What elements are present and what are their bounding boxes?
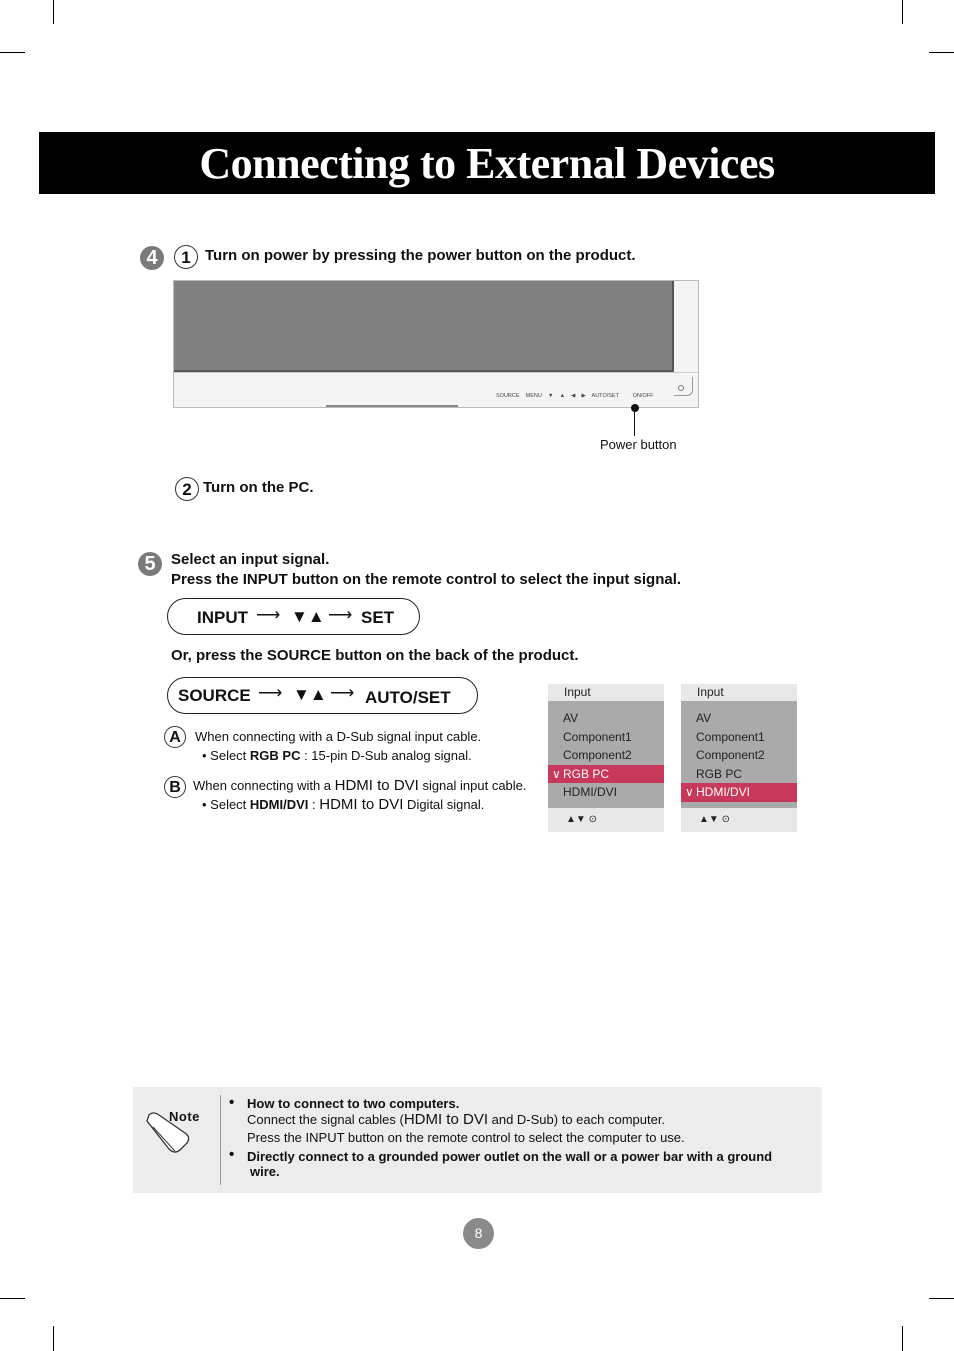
- note-bullet-1-dot: •: [229, 1094, 235, 1111]
- monitor-source-label: SOURCE: [496, 393, 520, 399]
- note-box: [133, 1087, 822, 1193]
- note-icon: [141, 1109, 211, 1159]
- note-bullet-2-dot: •: [229, 1146, 235, 1163]
- note-b1-post: and D-Sub) to each computer.: [488, 1112, 666, 1127]
- osd-input-menu-right: [681, 684, 797, 832]
- note-b1-big: HDMI to DVI: [403, 1111, 488, 1128]
- option-b-select-mid: :: [308, 797, 320, 812]
- option-a-line2: [202, 748, 472, 763]
- power-pointer-line: [634, 410, 635, 436]
- osd-item-av: AV: [563, 711, 579, 725]
- crop-mark: [902, 1326, 903, 1351]
- source-flow-diagram: [167, 677, 478, 714]
- note-bullet-2-line1: Directly connect to a grounded power outlet on the wall or a power bar with a ground: [247, 1149, 773, 1164]
- arrow-right-icon: ⟶: [258, 683, 283, 702]
- monitor-corner: [674, 377, 693, 396]
- osd-item-component2: Component2: [563, 748, 632, 762]
- osd-header: Input: [548, 684, 664, 701]
- option-b-line1-big: HDMI to DVI: [334, 777, 419, 794]
- osd-item-av: AV: [696, 711, 712, 725]
- check-icon: ∨: [685, 785, 694, 799]
- input-flow-start: INPUT: [197, 608, 248, 627]
- substep-1-text: Turn on power by pressing the power button on the product.: [205, 247, 636, 264]
- osd-item-hdmi-dvi: HDMI/DVI: [563, 785, 617, 799]
- monitor-autoset-label: AUTO/SET: [591, 393, 619, 399]
- page-number: 8: [463, 1218, 494, 1249]
- power-pointer-dot: [631, 404, 639, 412]
- option-b-badge: B: [164, 776, 186, 798]
- step-5-badge: 5: [138, 552, 162, 576]
- crop-mark: [53, 1326, 54, 1351]
- osd-footer-nav-icons: ▲▼ ⊙: [548, 808, 664, 832]
- osd-item-component2: Component2: [696, 748, 765, 762]
- option-b-line1-pre: When connecting with a: [193, 778, 335, 793]
- substep-2-badge: 2: [175, 477, 199, 501]
- option-b-line2: [202, 796, 484, 813]
- substep-2-text: Turn on the PC.: [203, 479, 314, 496]
- monitor-down-label: ▼: [547, 393, 554, 399]
- title-bar: [39, 132, 935, 194]
- osd-item-hdmi-dvi: [681, 783, 797, 802]
- osd-item-component1: Component1: [563, 729, 632, 744]
- step-4-badge: 4: [140, 246, 164, 270]
- osd-item-label: RGB PC: [563, 766, 610, 781]
- monitor-menu-label: MENU: [525, 393, 542, 399]
- monitor-base: [326, 405, 458, 407]
- power-button-label: Power button: [600, 437, 677, 452]
- monitor-illustration: [173, 280, 699, 408]
- or-press-source-text: Or, press the SOURCE button on the back of the product.: [171, 647, 579, 664]
- note-bullet-2-line2: wire.: [250, 1164, 280, 1179]
- crop-mark: [902, 0, 903, 24]
- crop-mark: [0, 52, 25, 53]
- option-a-select-bold: RGB PC: [249, 748, 301, 763]
- option-a-select-rest: : 15-pin D-Sub analog signal.: [300, 748, 472, 763]
- option-b-select-rest: Digital signal.: [403, 797, 485, 812]
- monitor-screen: [174, 281, 674, 372]
- note-bullet-1-title: How to connect to two computers.: [247, 1096, 460, 1111]
- osd-item-label: HDMI/DVI: [696, 785, 750, 799]
- down-up-arrows-icon: ▼▲: [293, 685, 327, 704]
- option-b-select-big: HDMI to DVI: [319, 796, 404, 813]
- step-5-line1: Select an input signal.: [171, 551, 330, 568]
- monitor-left-label: ◀: [571, 393, 576, 399]
- arrow-right-icon: ⟶: [328, 605, 353, 624]
- note-label: Note: [169, 1109, 200, 1124]
- down-up-arrows-icon: ▼▲: [291, 607, 325, 626]
- note-bullet-1-line2: Press the INPUT button on the remote control to select the computer to use.: [247, 1130, 685, 1145]
- option-a-select-prefix: • Select: [202, 748, 250, 763]
- step-5-line2: Press the INPUT button on the remote control to select the input signal.: [171, 571, 682, 588]
- monitor-up-label: ▲: [559, 393, 566, 399]
- osd-item-rgb-pc: [548, 765, 664, 784]
- arrow-right-icon: ⟶: [330, 683, 355, 702]
- osd-item-rgb-pc: RGB PC: [696, 766, 743, 781]
- crop-mark: [53, 0, 54, 24]
- osd-input-menu-left: [548, 684, 664, 832]
- osd-header: Input: [681, 684, 797, 701]
- crop-mark: [929, 52, 954, 53]
- arrow-right-icon: ⟶: [256, 605, 281, 624]
- monitor-bezel-line: [174, 372, 698, 373]
- substep-1-badge: 1: [174, 245, 198, 269]
- page-title: Connecting to External Devices: [199, 139, 775, 188]
- crop-mark: [0, 1298, 25, 1299]
- monitor-buttons: [496, 393, 654, 399]
- monitor-right-label: ▶: [581, 393, 586, 399]
- check-icon: ∨: [552, 766, 561, 781]
- source-flow-end: AUTO/SET: [365, 688, 451, 707]
- note-divider: [220, 1095, 221, 1185]
- option-a-line1: When connecting with a D-Sub signal input cable.: [195, 729, 482, 744]
- crop-mark: [929, 1298, 954, 1299]
- input-flow-end: SET: [361, 608, 395, 627]
- input-flow-diagram: [167, 598, 420, 635]
- note-b1-pre: Connect the signal cables (: [247, 1112, 404, 1127]
- option-b-select-bold: HDMI/DVI: [249, 797, 309, 812]
- osd-footer-nav-icons: ▲▼ ⊙: [681, 808, 797, 832]
- osd-item-component1: Component1: [696, 729, 765, 744]
- option-b-line1: [193, 777, 527, 794]
- note-bullet-1-line1: [247, 1111, 665, 1128]
- monitor-onoff-label: ON/OFF: [632, 393, 654, 399]
- option-b-line1-post: signal input cable.: [418, 778, 527, 793]
- option-b-select-prefix: • Select: [202, 797, 250, 812]
- option-a-badge: A: [164, 726, 186, 748]
- source-flow-start: SOURCE: [178, 686, 251, 705]
